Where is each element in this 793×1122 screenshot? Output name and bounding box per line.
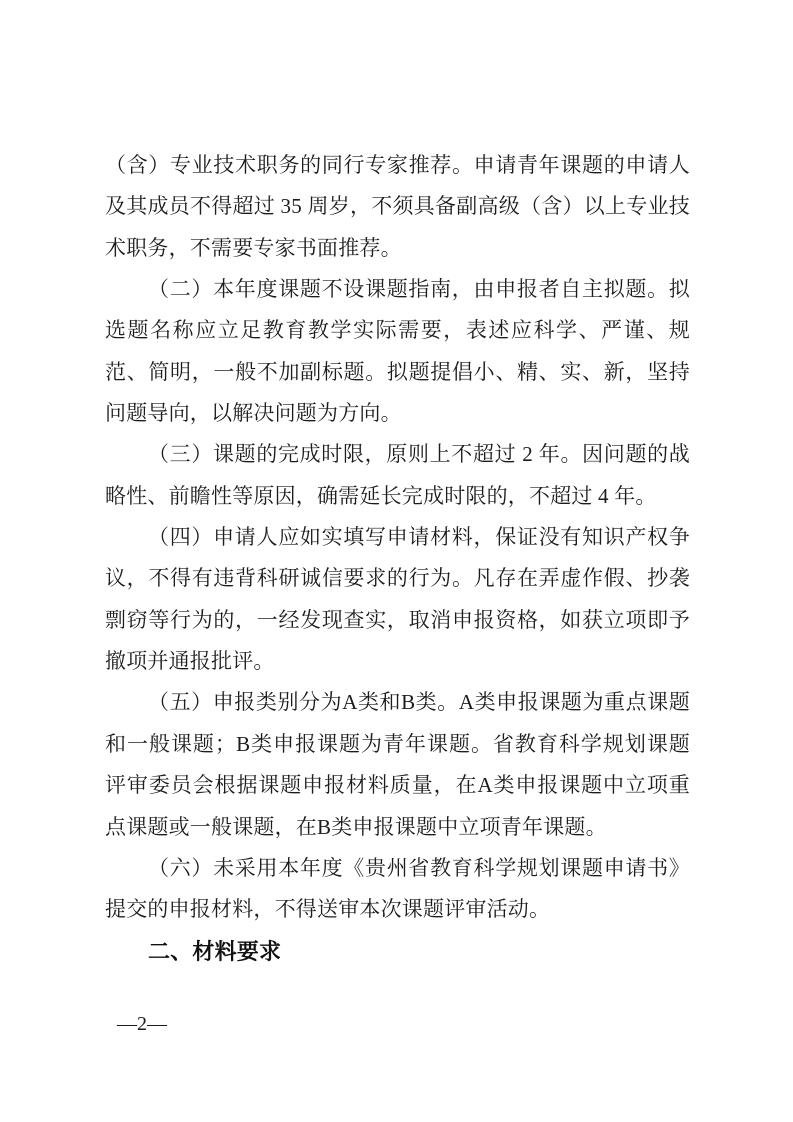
page-number: —2—	[117, 1013, 167, 1035]
document-body	[105, 145, 690, 972]
paragraph-continued-from-previous-page: （含）专业技术职务的同行专家推荐。申请青年课题的申请人及其成员不得超过 35 周岁，不须具备副高级（含）以上专业技术职务，不需要专家书面推荐。	[105, 153, 690, 260]
paragraph-item-6: （六）未采用本年度《贵州省教育科学规划课题申请书》提交的申报材料，不得送审本次课题评审活动。	[105, 855, 690, 922]
paragraph-item-3: （三）课题的完成时限，原则上不超过 2 年。因问题的战略性、前瞻性等原因，确需延长完成时限的，不超过 4 年。	[105, 442, 690, 508]
paragraph-item-4: （四）申请人应如实填写申请材料，保证没有知识产权争议，不得有违背科研诚信要求的行为。凡存在弄虚作假、抄袭剽窃等行为的，一经发现查实，取消申报资格，如获立项即予撤项并通报批评。	[105, 525, 690, 674]
paragraph-item-2: （二）本年度课题不设课题指南，由申报者自主拟题。拟选题名称应立足教育教学实际需要，表述应科学、严谨、规范、简明，一般不加副标题。拟题提倡小、精、实、新，坚持问题导向，以解决问题为方向。	[105, 277, 690, 426]
paragraph-item-5: （五）申报类别分为A类和B类。A类申报课题为重点课题和一般课题；B类申报课题为青年课题。省教育科学规划课题评审委员会根据课题申报材料质量，在A类申报课题中立项重点课题或一般课题，在B类申报课题中立项青年课题。	[105, 690, 690, 839]
section-heading: 二、材料要求	[148, 938, 282, 964]
